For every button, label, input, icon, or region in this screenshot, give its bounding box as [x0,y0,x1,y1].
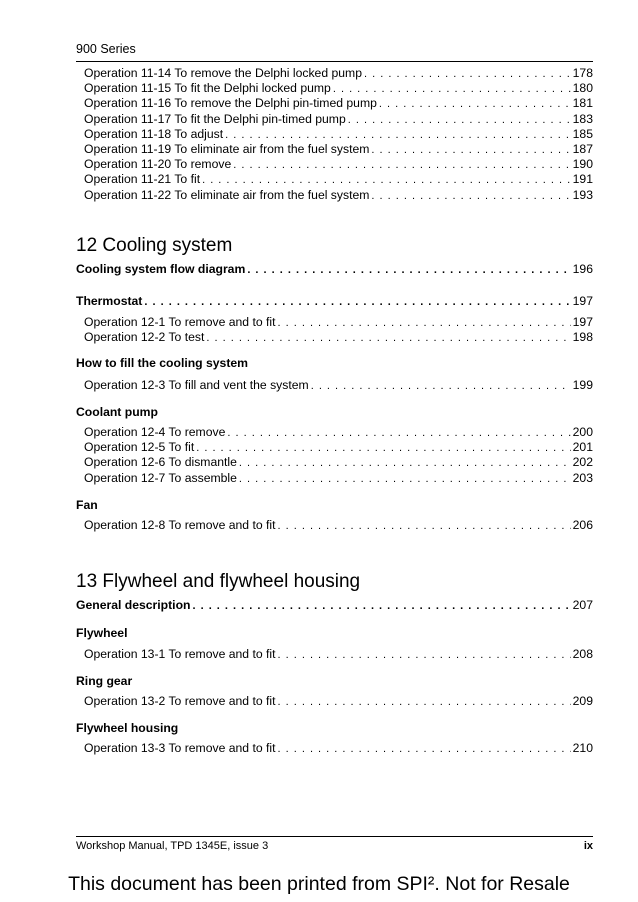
page-number: 181 [572,96,593,111]
toc-section-ring-gear: Ring gear [76,673,133,688]
print-disclaimer-banner: This document has been printed from SPI². Not for Resale [68,873,570,895]
toc-section-coolant-pump: Coolant pump [76,404,158,419]
toc-entry[interactable]: Operation 11-16 To remove the Delphi pin-timed pump . . . 181 [76,96,593,111]
toc-section-general[interactable]: General description . . . 207 [76,598,593,613]
page-number: 202 [572,455,593,470]
page-number: 201 [572,440,593,455]
dot-leader [144,295,570,309]
page-number: 185 [572,126,593,141]
toc-entry[interactable]: Operation 11-22 To eliminate air from the fuel system . . . 193 [76,188,593,203]
dot-leader [233,158,570,172]
page-number: 199 [572,377,593,392]
page-number: 183 [572,111,593,126]
toc-entry[interactable]: Operation 12-5 To fit . . . 201 [76,440,593,455]
page-number: 197 [572,315,593,330]
page-number: 203 [572,470,593,485]
dot-leader [333,82,571,96]
dot-leader [239,472,571,486]
running-header: 900 Series [76,42,136,56]
page-number: 196 [572,261,593,276]
page-number: 197 [572,293,593,308]
page-number: 178 [572,66,593,80]
footer-manual-reference: Workshop Manual, TPD 1345E, issue 3 [76,840,269,852]
dot-leader [225,128,571,142]
toc-section-flywheel: Flywheel [76,626,128,641]
toc-entry[interactable]: Operation 12-8 To remove and to fit . . . 206 [76,518,593,533]
toc-continued-group [76,66,593,203]
toc-entry[interactable]: Operation 13-2 To remove and to fit . . . 209 [76,694,593,709]
toc-entry[interactable]: Operation 11-17 To fit the Delphi pin-timed pump . . . 183 [76,112,593,127]
toc-entry[interactable]: Operation 11-15 To fit the Delphi locked pump . . . 180 [76,81,593,96]
toc-entry[interactable]: Operation 13-1 To remove and to fit . . . 208 [76,647,593,662]
page-number: 198 [572,330,593,345]
toc-entry[interactable]: Operation 12-1 To remove and to fit . . . 197 [76,315,593,330]
chapter-12-title: 12 Cooling system [76,234,233,256]
dot-leader [311,379,571,393]
dot-leader [278,695,571,709]
dot-leader [192,599,570,613]
toc-entry[interactable]: Operation 11-19 To eliminate air from the fuel system . . . 187 [76,142,593,157]
toc-section-flywheel-housing: Flywheel housing [76,721,179,736]
dot-leader [196,441,570,455]
toc-entry[interactable]: Operation 13-3 To remove and to fit . . . 210 [76,741,593,756]
toc-entry[interactable]: Operation 12-2 To test . . . 198 [76,330,593,345]
dot-leader [379,97,571,111]
toc-entry[interactable]: Operation 11-18 To adjust . . . 185 [76,127,593,142]
dot-leader [202,173,571,187]
toc-entry[interactable]: Operation 12-4 To remove . . . 200 [76,425,593,440]
toc-section-flow-diagram[interactable]: Cooling system flow diagram . . . 196 [76,262,593,277]
toc-section-fan: Fan [76,497,98,512]
toc-entry[interactable]: Operation 11-20 To remove . . . 190 [76,157,593,172]
toc-entry[interactable]: Operation 11-21 To fit . . . 191 [76,172,593,187]
page-number: 207 [572,598,593,613]
page-number: 209 [572,693,593,708]
dot-leader [348,113,571,127]
toc-entry[interactable]: Operation 12-3 To fill and vent the system . . . 199 [76,378,593,393]
toc-entry[interactable]: Operation 11-14 To remove the Delphi locked pump . . . 178 [76,66,593,81]
dot-leader [206,331,570,345]
page-number: 200 [572,425,593,440]
dot-leader [227,426,570,440]
dot-leader [371,189,570,203]
toc-entry[interactable]: Operation 12-7 To assemble . . . 203 [76,471,593,486]
header-rule [76,61,593,62]
page-number: 210 [572,741,593,756]
toc-entry[interactable]: Operation 12-6 To dismantle . . . 202 [76,455,593,470]
toc-section-thermostat[interactable]: Thermostat . . . 197 [76,294,593,309]
page-number: 208 [572,646,593,661]
dot-leader [247,263,570,277]
table-of-contents [76,66,593,757]
dot-leader [278,742,571,756]
dot-leader [278,519,571,533]
footer-rule [76,836,593,837]
page-number: 206 [572,517,593,532]
page-number: 180 [572,81,593,96]
dot-leader [278,648,571,662]
page-number: 191 [572,172,593,187]
page-number: 190 [572,157,593,172]
dot-leader [371,143,570,157]
toc-section-fill: How to fill the cooling system [76,356,248,371]
dot-leader [278,316,571,330]
dot-leader [239,456,571,470]
dot-leader [364,67,571,81]
page-number: 193 [572,187,593,202]
page-number: 187 [572,141,593,156]
footer-page-number: ix [583,840,593,852]
chapter-13-title: 13 Flywheel and flywheel housing [76,571,361,593]
